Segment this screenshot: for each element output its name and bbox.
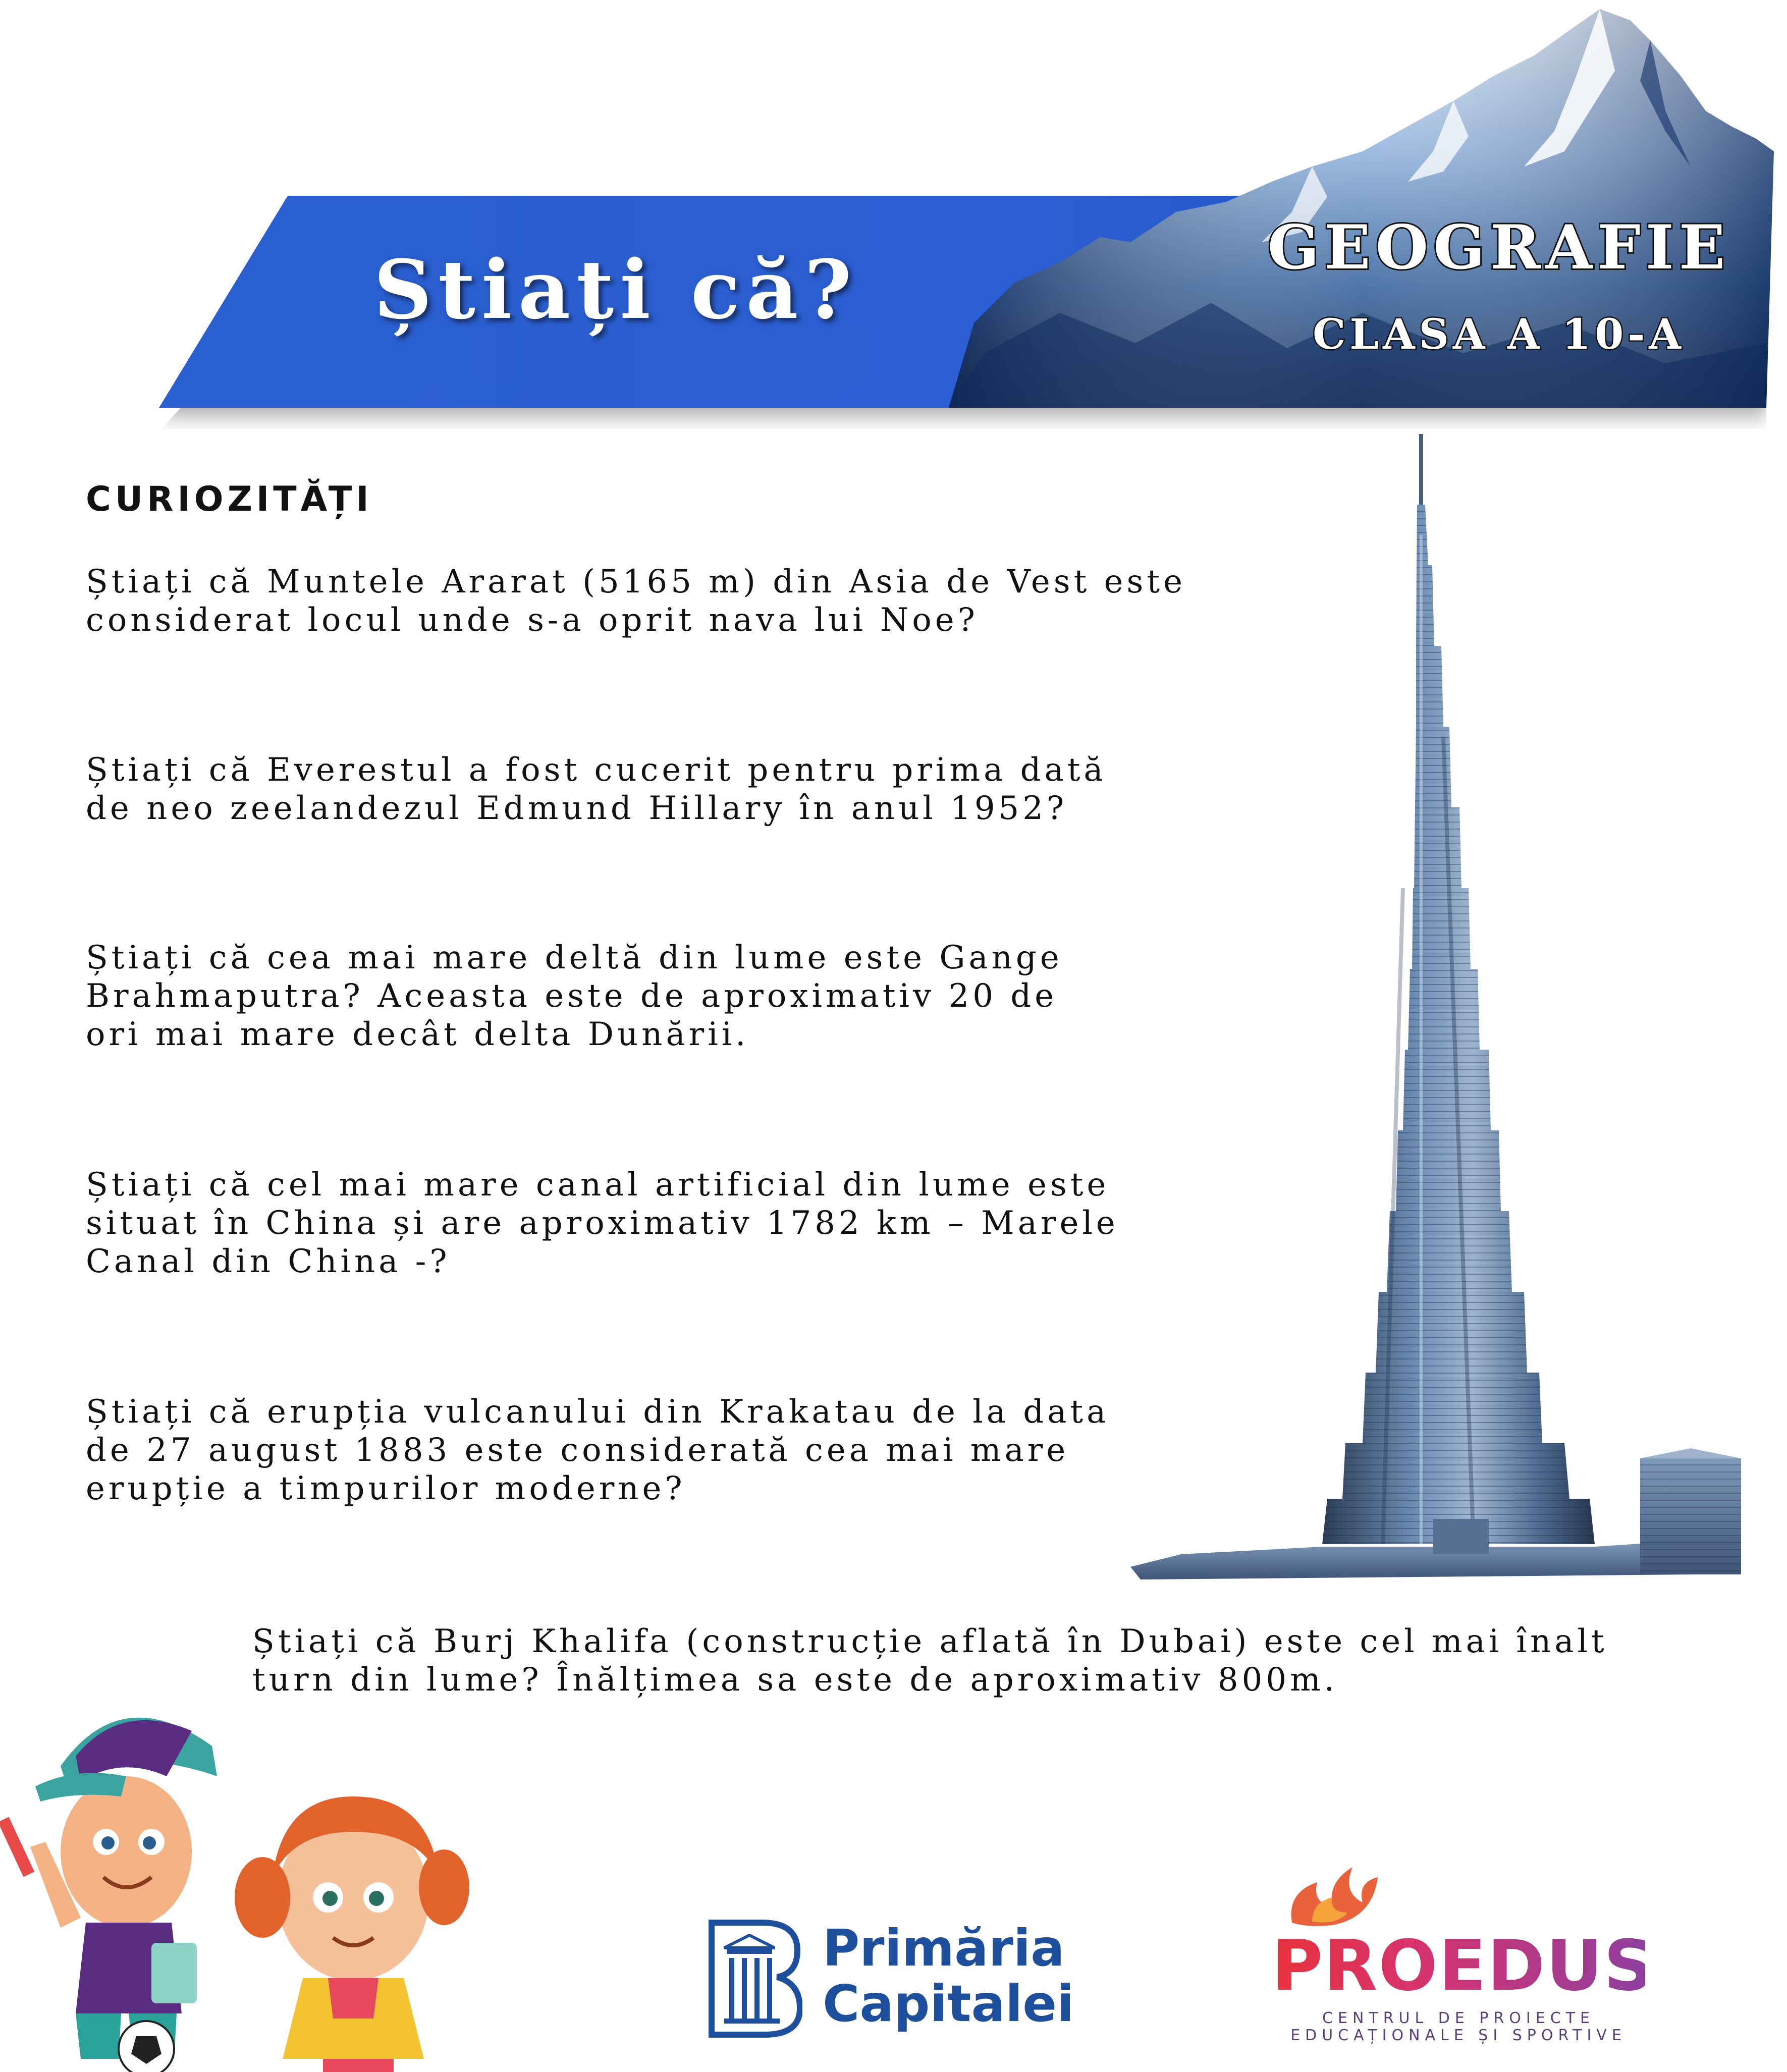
fact-line: Știați că cel mai mare canal artificial din lume este xyxy=(86,1166,1110,1204)
proedus-flame-icon xyxy=(1282,1862,1383,1928)
primaria-name-line2: Capitalei xyxy=(823,1974,1074,2033)
fact-paragraph xyxy=(86,939,1262,1054)
fact-line: erupție a timpurilor moderne? xyxy=(86,1470,686,1507)
fact-paragraph xyxy=(86,751,1262,828)
fact-line: Canal din China -? xyxy=(86,1243,451,1280)
fact-line: ori mai mare decât delta Dunării. xyxy=(86,1016,749,1053)
fact-line: de 27 august 1883 este considerată cea mai mare xyxy=(86,1432,1069,1469)
fact-line: Brahmaputra? Aceasta este de aproximativ 20 de xyxy=(86,977,1058,1015)
fact-line: de neo zeelandezul Edmund Hillary în anul 1952? xyxy=(86,790,1068,827)
kids-cartoon-icon xyxy=(0,1615,495,2072)
fact-line: Știați că cea mai mare deltă din lume este Gange xyxy=(86,939,1063,976)
proedus-wordmark: PROEDUS xyxy=(1272,1925,1655,2006)
class-title: CLASA A 10-A xyxy=(1313,310,1685,359)
fact-line: Știați că erupția vulcanului din Krakatau de la data xyxy=(86,1393,1110,1431)
primaria-emblem-icon xyxy=(701,1918,802,2039)
subject-title: GEOGRAFIE xyxy=(1267,212,1730,283)
primaria-name-line1: Primăria xyxy=(823,1919,1065,1978)
fact-paragraph xyxy=(86,1166,1262,1281)
girl-character xyxy=(235,1796,469,2072)
burj-khalifa-icon xyxy=(1120,434,1771,1615)
boy-character xyxy=(0,1718,217,2072)
fact-line: Știați că Muntele Ararat (5165 m) din Asia de Vest este xyxy=(86,563,1186,601)
proedus-tagline-2: EDUCAȚIONALE ȘI SPORTIVE xyxy=(1290,2027,1627,2044)
fact-paragraph xyxy=(86,1393,1262,1508)
fact-paragraph xyxy=(86,563,1262,639)
fact-line: Știați că Everestul a fost cucerit pentru prima dată xyxy=(86,751,1107,789)
page-title: Știați că? xyxy=(373,242,858,337)
fact-line: Știați că Burj Khalifa (construcție aflată în Dubai) este cel mai înalt xyxy=(252,1623,1608,1660)
primaria-logo xyxy=(701,1918,1105,2039)
fact-line: considerat locul unde s-a oprit nava lui Noe? xyxy=(86,602,979,639)
proedus-logo xyxy=(1272,1862,1655,2044)
proedus-tagline-1: CENTRUL DE PROIECTE xyxy=(1322,2009,1595,2027)
section-heading: CURIOZITĂȚI xyxy=(86,479,373,519)
fact-line: turn din lume? Înălțimea sa este de aproximativ 800m. xyxy=(252,1661,1338,1699)
fact-line: situat în China și are aproximativ 1782 km – Marele xyxy=(86,1205,1119,1242)
